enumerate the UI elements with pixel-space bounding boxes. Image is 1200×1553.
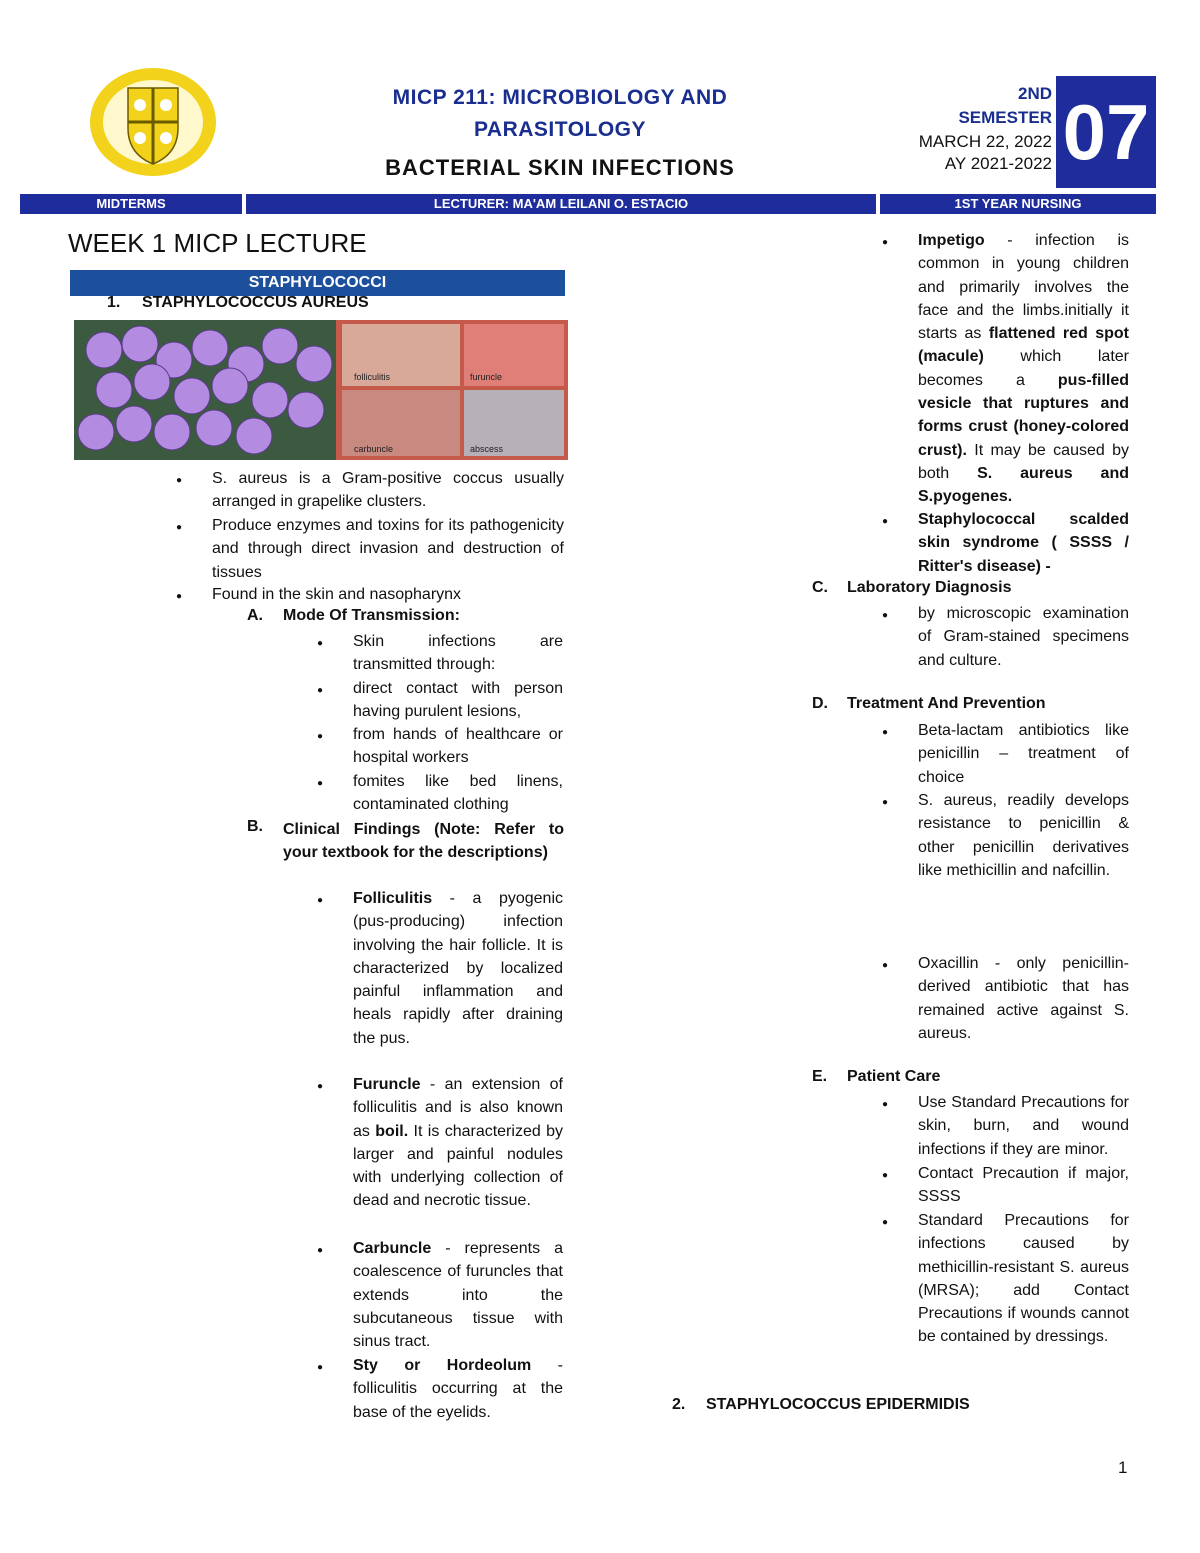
carbuncle-label: carbuncle xyxy=(354,444,394,454)
description: - infection is common in young children and primarily involves the face and the limbs.initially it starts as xyxy=(918,232,1129,343)
subheading-treatment: Treatment And Prevention xyxy=(847,695,1046,712)
carbuncle-photo xyxy=(342,390,460,456)
abscess-label: abscess xyxy=(470,444,504,454)
week-title: WEEK 1 MICP LECTURE xyxy=(68,228,367,258)
list-item: ● S. aureus, readily develops resistance to penicillin & other penicillin derivatives like methicillin and nafcillin. xyxy=(918,789,1129,882)
subheading-label: A. xyxy=(247,607,263,624)
furuncle-photo xyxy=(464,324,564,386)
list-item: ● Use Standard Precautions for skin, burn, and wound infections if they are minor. xyxy=(918,1091,1129,1161)
subheading-label: C. xyxy=(812,579,828,596)
list-item: ● Standard Precautions for infections caused by methicillin-resistant S. aureus (MRSA); add Contact Precautions if wounds cannot be contained by dressings. xyxy=(918,1209,1129,1349)
subheading-label: E. xyxy=(812,1068,828,1085)
list-item: ● fomites like bed linens, contaminated clothing xyxy=(353,770,563,817)
list-item: ● Skin infections are transmitted through: xyxy=(353,630,563,677)
emphasis: pus-filled vesicle that ruptures and forms crust (honey-colored crust). xyxy=(918,371,1129,459)
cocci-micrograph xyxy=(74,320,336,460)
subheading-lab-diagnosis: Laboratory Diagnosis xyxy=(847,579,1012,596)
emphasis: S. aureus and S.pyogenes. xyxy=(918,464,1130,506)
lecturer-bar: LECTURER: MA'AM LEILANI O. ESTACIO xyxy=(246,194,876,214)
list-item: ● S. aureus is a Gram-positive coccus usually arranged in grapelike clusters. xyxy=(212,467,564,514)
heading-staph-aureus: STAPHYLOCOCCUS AUREUS xyxy=(142,294,369,311)
description-cont: It is characterized by larger and painful nodules with underlying collection of dead and necrotic tissue. xyxy=(353,1122,564,1210)
year-level-bar: 1ST YEAR NURSING xyxy=(880,194,1156,214)
semester-line1: 2ND xyxy=(1017,84,1052,103)
list-item: ● Contact Precaution if major, SSSS xyxy=(918,1162,1129,1209)
list-item-carbuncle xyxy=(353,1237,563,1353)
folliculitis-label: folliculitis xyxy=(354,372,391,382)
description: - represents a coalescence of furuncles that extends into the subcutaneous tissue with sinus tract. xyxy=(353,1240,563,1351)
list-item-ssss: ● Staphylococcal scalded skin syndrome ( SSSS / Ritter's disease) - xyxy=(918,508,1129,578)
lecture-number-badge: 07 xyxy=(1056,76,1156,188)
description: - an extension of folliculitis and is also known as xyxy=(353,1076,563,1140)
list-item-impetigo xyxy=(918,229,1129,509)
list-item: ● from hands of healthcare or hospital workers xyxy=(353,723,563,770)
course-title-line2: PARASITOLOGY xyxy=(473,118,647,141)
subheading-label: D. xyxy=(812,695,828,712)
emphasis: flattened red spot (macule) xyxy=(918,325,1130,366)
description: - a pyogenic (pus-producing) infection involving the hair follicle. It is characterized by localized painful inflammation and heals rapidly after draining the pus. xyxy=(353,890,563,1047)
term: Impetigo xyxy=(918,232,985,249)
list-item: ● direct contact with person having purulent lesions, xyxy=(353,677,563,724)
heading-number: 2. xyxy=(672,1396,686,1413)
heading-staph-epidermidis: STAPHYLOCOCCUS EPIDERMIDIS xyxy=(706,1396,970,1413)
semester-line2: SEMESTER xyxy=(958,108,1052,127)
list-item: ● Oxacillin - only penicillin-derived antibiotic that has remained active against S. aureus. xyxy=(918,952,1129,1045)
subheading-clinical-findings: Clinical Findings (Note: Refer to your textbook for the descriptions) xyxy=(283,821,564,862)
subheading-mode-of-transmission: Mode Of Transmission: xyxy=(283,607,460,624)
academic-year: AY 2021-2022 xyxy=(944,154,1052,173)
topic-title: BACTERIAL SKIN INFECTIONS xyxy=(385,155,735,180)
description: which later becomes a xyxy=(918,348,1129,389)
term: Carbuncle xyxy=(353,1240,432,1257)
list-item: ● Produce enzymes and toxins for its pathogenicity and through direct invasion and destruction of tissues xyxy=(212,514,564,584)
bacteria-and-lesions-image xyxy=(74,320,568,460)
emphasis: boil. xyxy=(375,1122,409,1140)
subheading-patient-care: Patient Care xyxy=(847,1068,941,1085)
university-seal-logo xyxy=(88,66,218,178)
term: Furuncle xyxy=(353,1076,421,1093)
list-item: ● by microscopic examination of Gram-stained specimens and culture. xyxy=(918,602,1129,672)
list-item-sty xyxy=(353,1354,563,1424)
list-item-folliculitis xyxy=(353,887,563,1050)
section-band: STAPHYLOCOCCI xyxy=(70,270,565,296)
furuncle-label: furuncle xyxy=(470,372,503,382)
page-number: 1 xyxy=(1118,1458,1128,1477)
list-item: ● Beta-lactam antibiotics like penicillin – treatment of choice xyxy=(918,719,1129,789)
list-item: ● Found in the skin and nasopharynx xyxy=(212,583,564,606)
subheading-label: B. xyxy=(247,818,263,835)
description: It may be caused by both xyxy=(918,441,1129,482)
folliculitis-photo xyxy=(342,324,460,386)
term: Sty or Hordeolum xyxy=(353,1357,532,1374)
lecture-date: MARCH 22, 2022 xyxy=(918,132,1052,151)
term: Folliculitis xyxy=(353,890,433,907)
course-title-line1: MICP 211: MICROBIOLOGY AND xyxy=(392,86,728,109)
term-bar: MIDTERMS xyxy=(20,194,242,214)
abscess-photo xyxy=(464,390,564,456)
list-item-furuncle xyxy=(353,1073,563,1213)
heading-number: 1. xyxy=(107,294,121,311)
description: - folliculitis occurring at the base of the eyelids. xyxy=(353,1357,564,1421)
